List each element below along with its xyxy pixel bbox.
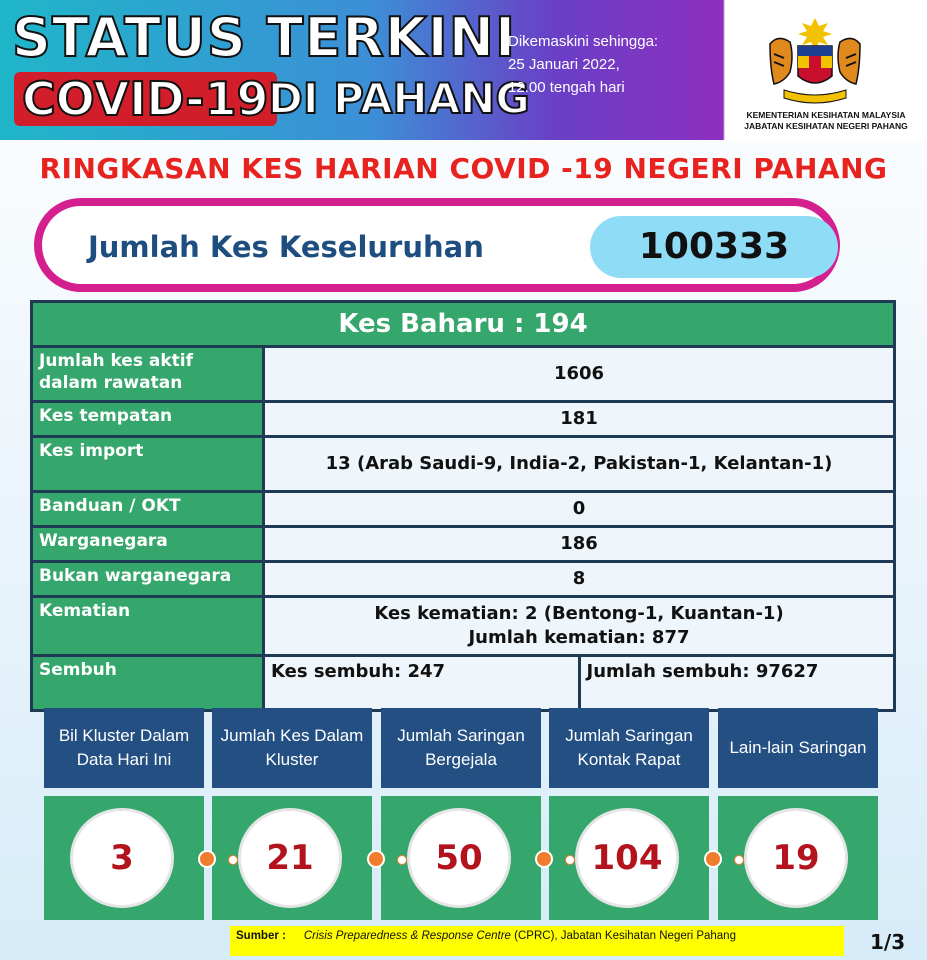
connector-dot-icon	[535, 850, 553, 868]
table-row	[33, 403, 893, 438]
table-row	[33, 493, 893, 528]
row-value: 1606	[265, 348, 893, 400]
connector-dot-icon	[565, 855, 575, 865]
total-cases-label: Jumlah Kes Keseluruhan	[88, 230, 484, 264]
title-line1: STATUS TERKINI	[12, 6, 517, 69]
ministry-label	[728, 110, 924, 132]
row-value: 0	[265, 493, 893, 525]
ministry-line1: KEMENTERIAN KESIHATAN MALAYSIA	[746, 110, 906, 120]
deaths-today: Kes kematian: 2 (Bentong-1, Kuantan-1)	[374, 603, 784, 624]
stat-value: 3	[70, 808, 174, 908]
title-region: DI PAHANG	[268, 74, 530, 123]
total-cases-value: 100333	[590, 216, 838, 278]
stat-value: 50	[407, 808, 511, 908]
row-label: Kematian	[33, 598, 265, 654]
source-italic: Crisis Preparedness & Response Centre	[303, 930, 511, 942]
row-value: 181	[265, 403, 893, 435]
title-covid: COVID-19	[14, 72, 277, 126]
stat-value: 104	[575, 808, 679, 908]
recovered-today: Kes sembuh: 247	[265, 657, 581, 709]
ministry-line2: JABATAN KESIHATAN NEGERI PAHANG	[744, 121, 908, 131]
connector-dot-icon	[228, 855, 238, 865]
page-number: 1/3	[870, 930, 906, 954]
row-label: Banduan / OKT	[33, 493, 265, 525]
row-label: Bukan warganegara	[33, 563, 265, 595]
table-row	[33, 563, 893, 598]
connector-dot-icon	[367, 850, 385, 868]
row-label: Kes import	[33, 438, 265, 490]
stat-label-close-contact: Jumlah Saringan Kontak Rapat	[549, 708, 709, 788]
stat-value: 21	[238, 808, 342, 908]
connector-dot-icon	[397, 855, 407, 865]
table-title: Kes Baharu : 194	[33, 303, 893, 348]
row-value	[265, 598, 893, 654]
row-label: Sembuh	[33, 657, 265, 709]
source-rest: (CPRC), Jabatan Kesihatan Negeri Pahang	[510, 930, 736, 942]
table-row	[33, 348, 893, 403]
connector-dot-icon	[734, 855, 744, 865]
table-row	[33, 657, 893, 709]
update-line1: Dikemaskini sehingga:	[508, 33, 659, 50]
source-note	[230, 926, 844, 956]
stat-label-cluster-cases: Jumlah Kes Dalam Kluster	[212, 708, 372, 788]
row-label: Warganegara	[33, 528, 265, 560]
daily-cases-table	[30, 300, 896, 712]
total-cases-panel	[34, 198, 840, 292]
stat-label-other: Lain-lain Saringan	[718, 708, 878, 788]
stat-label-symptomatic: Jumlah Saringan Bergejala	[381, 708, 541, 788]
headline: RINGKASAN KES HARIAN COVID -19 NEGERI PAHANG	[39, 152, 888, 185]
update-line3: 12.00 tengah hari	[508, 79, 625, 96]
table-row	[33, 598, 893, 657]
table-row	[33, 438, 893, 493]
connector-dot-icon	[704, 850, 722, 868]
update-line2: 25 Januari 2022,	[508, 56, 620, 73]
coat-of-arms-icon	[760, 14, 870, 106]
row-value: 13 (Arab Saudi-9, India-2, Pakistan-1, Kelantan-1)	[265, 438, 893, 490]
stat-label-clusters: Bil Kluster Dalam Data Hari Ini	[44, 708, 204, 788]
row-label: Jumlah kes aktif dalam rawatan	[33, 348, 265, 400]
connector-dot-icon	[198, 850, 216, 868]
update-info	[508, 30, 718, 99]
table-row	[33, 528, 893, 563]
stat-value: 19	[744, 808, 848, 908]
row-value: 186	[265, 528, 893, 560]
deaths-total: Jumlah kematian: 877	[468, 627, 690, 648]
source-label: Sumber :	[236, 930, 286, 942]
row-label: Kes tempatan	[33, 403, 265, 435]
row-value: 8	[265, 563, 893, 595]
stat-box-clusters	[44, 796, 204, 920]
row-value	[265, 657, 893, 709]
recovered-total: Jumlah sembuh: 97627	[581, 657, 894, 709]
